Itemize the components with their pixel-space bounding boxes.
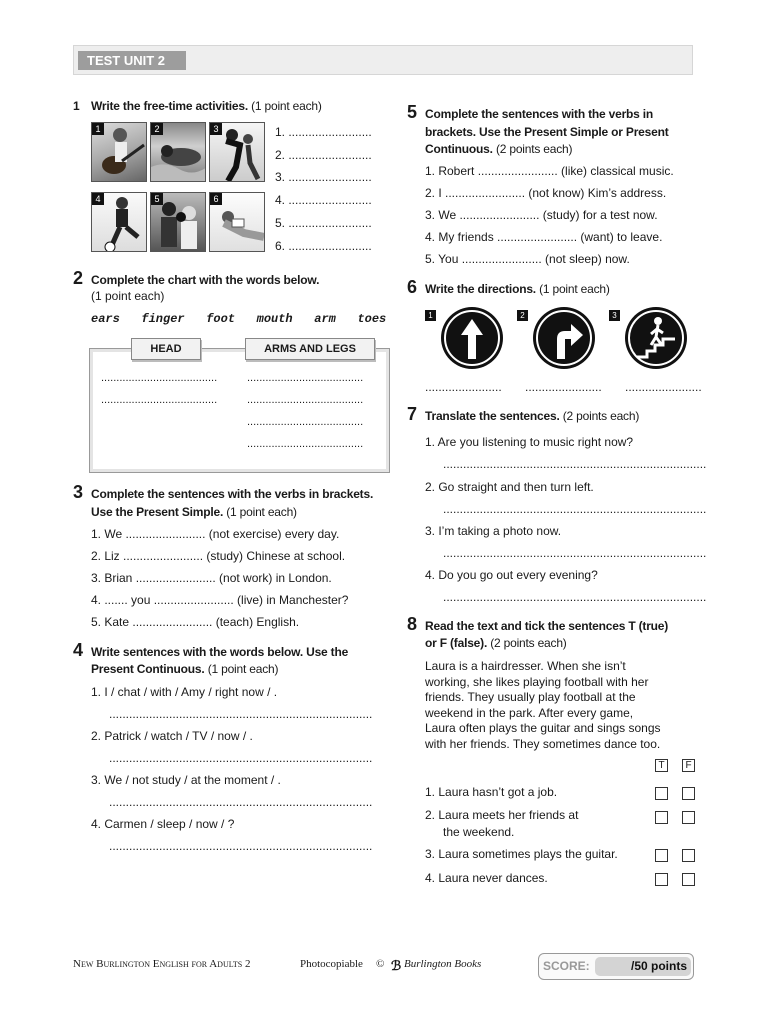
- head-answer-1[interactable]: ......................................: [101, 372, 218, 384]
- publisher-name: Burlington Books: [404, 958, 482, 970]
- exercise-6-number: 6: [407, 277, 418, 297]
- score-value: /50 points: [630, 959, 687, 973]
- photo-dancers: 3: [209, 122, 265, 182]
- score-field[interactable]: [595, 957, 691, 976]
- ex8-item-2-false-checkbox[interactable]: [682, 811, 695, 824]
- ex6-answer-3[interactable]: .......................: [625, 380, 702, 394]
- ex5-item-1: 1. Robert ........................ (like) classical music.: [425, 164, 674, 178]
- exercise-8-instruction-line-2: or F (false). (2 points each): [425, 636, 567, 650]
- ex7-answer-1[interactable]: ...............................................................................: [443, 457, 707, 471]
- ex8-item-2-continued: the weekend.: [443, 825, 515, 839]
- ex8-item-1-true-checkbox[interactable]: [655, 787, 668, 800]
- straight-arrow-sign-icon: [441, 307, 503, 369]
- exercise-5-instruction-line-3: Continuous. (2 points each): [425, 142, 573, 156]
- photo-reading-person: 6: [209, 192, 265, 252]
- ex4-item-3: 3. We / not study / at the moment / .: [91, 773, 281, 787]
- ex3-item-5: 5. Kate ........................ (teach) English.: [91, 615, 300, 629]
- limbs-answer-4[interactable]: ......................................: [247, 438, 364, 450]
- word-chart: [89, 348, 390, 473]
- ex5-item-5: 5. You ........................ (not sleep) now.: [425, 252, 630, 266]
- ex8-item-3-false-checkbox[interactable]: [682, 849, 695, 862]
- ex8-item-2: 2. Laura meets her friends at: [425, 808, 579, 822]
- exercise-4-instruction: Write sentences with the words below. Use the: [91, 645, 349, 659]
- limbs-answer-2[interactable]: ......................................: [247, 394, 364, 406]
- ex8-item-3-true-checkbox[interactable]: [655, 849, 668, 862]
- exercise-1-instruction: Write the free-time activities. (1 point each): [91, 99, 322, 113]
- test-header: [73, 45, 693, 75]
- photo-boxers: 5: [150, 192, 206, 252]
- ex4-answer-3[interactable]: ...............................................................................: [109, 795, 373, 809]
- ex7-item-1: 1. Are you listening to music right now?: [425, 435, 634, 449]
- test-title: TEST UNIT 2: [78, 51, 186, 70]
- publisher-logo-icon: ℬ: [391, 958, 402, 973]
- ex6-answer-1[interactable]: .......................: [425, 380, 502, 394]
- exercise-4-instruction-line-2: Present Continuous. (1 point each): [91, 662, 279, 676]
- ex8-item-4: 4. Laura never dances.: [425, 871, 548, 885]
- ex3-item-3: 3. Brian ........................ (not work) in London.: [91, 571, 332, 585]
- sign-3-label: 3: [609, 310, 620, 321]
- ex7-answer-2[interactable]: ...............................................................................: [443, 502, 707, 516]
- reading-text: Laura is a hairdresser. When she isn’t working, she likes playing football with her friends. They usually play football at the weekend in the park. After every game, Laura often plays the guitar and sings songs with her friends. They sometimes dance too.: [425, 659, 661, 751]
- ex1-answer-3[interactable]: 3. .........................: [275, 170, 372, 184]
- chart-head-column-header: HEAD: [131, 338, 201, 360]
- ex8-item-4-true-checkbox[interactable]: [655, 873, 668, 886]
- copyright-symbol: ©: [376, 958, 385, 970]
- photocopiable-note: Photocopiable: [300, 958, 363, 970]
- ex4-item-4: 4. Carmen / sleep / now / ?: [91, 817, 235, 831]
- ex7-item-4: 4. Do you go out every evening?: [425, 568, 598, 582]
- photo-swimmer: 2: [150, 122, 206, 182]
- ex8-item-4-false-checkbox[interactable]: [682, 873, 695, 886]
- false-column-header: F: [682, 759, 695, 772]
- ex3-item-2: 2. Liz ........................ (study) Chinese at school.: [91, 549, 346, 563]
- book-title: New Burlington English for Adults 2: [73, 958, 251, 970]
- exercise-7-number: 7: [407, 404, 418, 424]
- exercise-2-points: (1 point each): [91, 289, 165, 303]
- ex8-item-3: 3. Laura sometimes plays the guitar.: [425, 847, 618, 861]
- ex8-item-2-true-checkbox[interactable]: [655, 811, 668, 824]
- ex1-answer-5[interactable]: 5. .........................: [275, 216, 372, 230]
- score-label: SCORE:: [543, 959, 590, 973]
- exercise-7-instruction: Translate the sentences. (2 points each): [425, 409, 640, 423]
- ex8-item-1-false-checkbox[interactable]: [682, 787, 695, 800]
- ex8-item-1: 1. Laura hasn’t got a job.: [425, 785, 558, 799]
- ex4-answer-1[interactable]: ...............................................................................: [109, 707, 373, 721]
- ex1-answer-2[interactable]: 2. .........................: [275, 148, 372, 162]
- exercise-2-instruction: Complete the chart with the words below.: [91, 273, 320, 287]
- limbs-answer-3[interactable]: ......................................: [247, 416, 364, 428]
- exercise-3-number: 3: [73, 482, 84, 502]
- ex4-answer-4[interactable]: ...............................................................................: [109, 839, 373, 853]
- exercise-2-number: 2: [73, 268, 84, 288]
- exercise-5-instruction-line-2: brackets. Use the Present Simple or Present: [425, 125, 669, 139]
- exercise-4-number: 4: [73, 640, 84, 660]
- exercise-1-number: 1: [73, 99, 80, 113]
- ex5-item-2: 2. I ........................ (not know) Kim’s address.: [425, 186, 667, 200]
- limbs-answer-1[interactable]: ......................................: [247, 372, 364, 384]
- ex1-answer-4[interactable]: 4. .........................: [275, 193, 372, 207]
- ex7-answer-4[interactable]: ...............................................................................: [443, 590, 707, 604]
- head-answer-2[interactable]: ......................................: [101, 394, 218, 406]
- ex5-item-3: 3. We ........................ (study) for a test now.: [425, 208, 658, 222]
- sign-2-label: 2: [517, 310, 528, 321]
- photo-guitar-player: 1: [91, 122, 147, 182]
- exercise-3-instruction-line-2: Use the Present Simple. (1 point each): [91, 505, 297, 519]
- ex6-answer-2[interactable]: .......................: [525, 380, 602, 394]
- true-column-header: T: [655, 759, 668, 772]
- sign-1-label: 1: [425, 310, 436, 321]
- ex3-item-1: 1. We ........................ (not exercise) every day.: [91, 527, 340, 541]
- exercise-5-instruction: Complete the sentences with the verbs in: [425, 107, 654, 121]
- turn-right-arrow-sign-icon: [533, 307, 595, 369]
- exercise-8-instruction: Read the text and tick the sentences T (true): [425, 619, 669, 633]
- ex4-item-1: 1. I / chat / with / Amy / right now / .: [91, 685, 278, 699]
- ex1-answer-1[interactable]: 1. .........................: [275, 125, 372, 139]
- score-box: [538, 953, 694, 980]
- ex4-answer-2[interactable]: ...............................................................................: [109, 751, 373, 765]
- ex4-item-2: 2. Patrick / watch / TV / now / .: [91, 729, 253, 743]
- photo-football-player: 4: [91, 192, 147, 252]
- ex3-item-4: 4. ....... you ........................ (live) in Manchester?: [91, 593, 349, 607]
- ex7-answer-3[interactable]: ...............................................................................: [443, 546, 707, 560]
- stairs-up-sign-icon: [625, 307, 687, 369]
- exercise-6-instruction: Write the directions. (1 point each): [425, 282, 610, 296]
- exercise-8-number: 8: [407, 614, 418, 634]
- ex7-item-2: 2. Go straight and then turn left.: [425, 480, 594, 494]
- ex1-answer-6[interactable]: 6. .........................: [275, 239, 372, 253]
- exercise-5-number: 5: [407, 102, 418, 122]
- ex7-item-3: 3. I’m taking a photo now.: [425, 524, 562, 538]
- word-bank: ears finger foot mouth arm toes: [91, 312, 387, 326]
- chart-arms-legs-column-header: ARMS AND LEGS: [245, 338, 375, 360]
- ex5-item-4: 4. My friends ........................ (want) to leave.: [425, 230, 663, 244]
- exercise-3-instruction: Complete the sentences with the verbs in brackets.: [91, 487, 374, 501]
